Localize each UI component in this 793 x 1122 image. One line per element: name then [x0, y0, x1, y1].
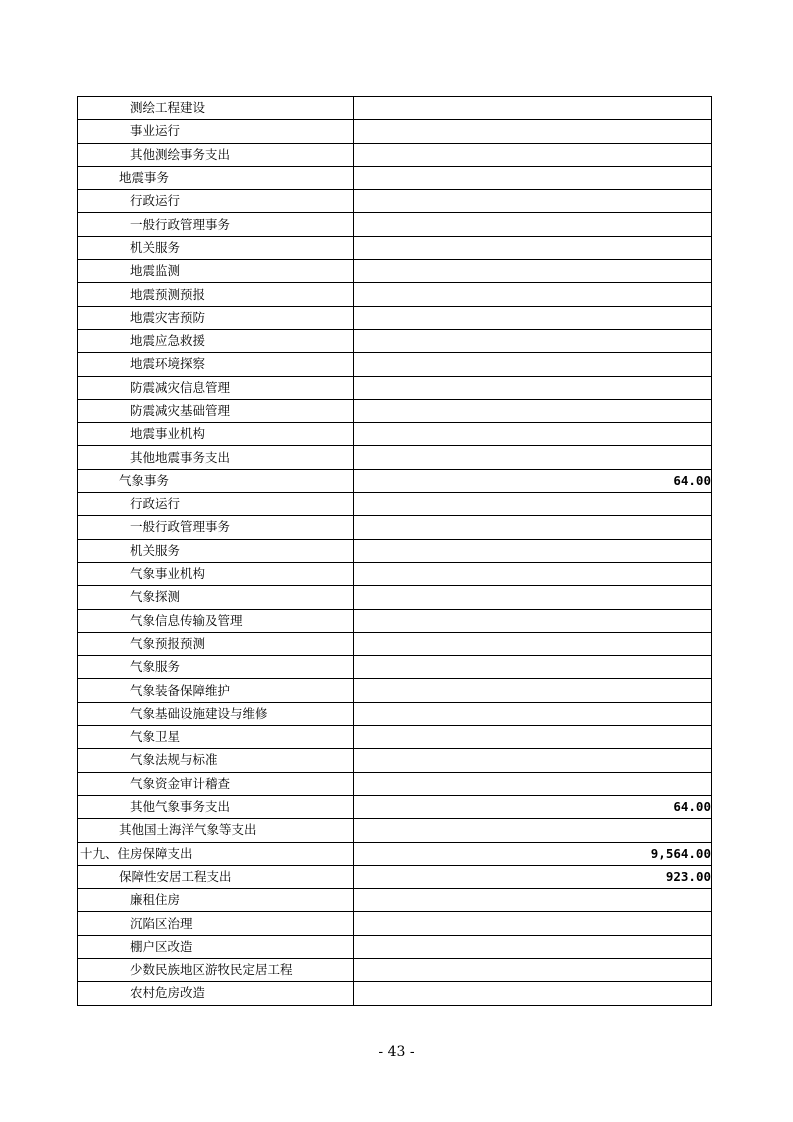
- row-amount: [354, 609, 712, 632]
- row-item-name: 气象卫星: [78, 726, 354, 749]
- row-item-name: 其他测绘事务支出: [78, 143, 354, 166]
- row-item-name: 气象装备保障维护: [78, 679, 354, 702]
- row-item-name: 气象信息传输及管理: [78, 609, 354, 632]
- table-row: [78, 982, 712, 1005]
- row-item-name: 一般行政管理事务: [78, 213, 354, 236]
- table-row: [78, 772, 712, 795]
- row-item-name: 气象服务: [78, 656, 354, 679]
- row-item-name: 地震预测预报: [78, 283, 354, 306]
- table-row: [78, 190, 712, 213]
- table-row: [78, 353, 712, 376]
- row-amount: [354, 446, 712, 469]
- row-amount: [354, 726, 712, 749]
- table-row: [78, 702, 712, 725]
- row-amount: [354, 958, 712, 981]
- row-item-name: 其他国土海洋气象等支出: [78, 819, 354, 842]
- table-row: [78, 749, 712, 772]
- row-item-name: 机关服务: [78, 236, 354, 259]
- table-row: [78, 632, 712, 655]
- row-amount: [354, 190, 712, 213]
- row-amount: [354, 889, 712, 912]
- table-row: [78, 609, 712, 632]
- row-amount: [354, 586, 712, 609]
- table-row: [78, 446, 712, 469]
- table-row: [78, 562, 712, 585]
- table-row: [78, 842, 712, 865]
- row-item-name: 行政运行: [78, 190, 354, 213]
- table-row: [78, 399, 712, 422]
- row-amount: [354, 306, 712, 329]
- table-row: [78, 143, 712, 166]
- row-item-name: 地震事业机构: [78, 423, 354, 446]
- row-amount: [354, 632, 712, 655]
- table-row: [78, 539, 712, 562]
- row-item-name: 地震环境探察: [78, 353, 354, 376]
- table-row: [78, 586, 712, 609]
- row-item-name: 廉租住房: [78, 889, 354, 912]
- row-item-name: 机关服务: [78, 539, 354, 562]
- row-item-name: 气象事业机构: [78, 562, 354, 585]
- row-amount: 64.00: [354, 469, 712, 492]
- row-item-name: 地震监测: [78, 260, 354, 283]
- row-amount: [354, 935, 712, 958]
- table-row: [78, 819, 712, 842]
- table-row: [78, 726, 712, 749]
- row-amount: [354, 213, 712, 236]
- row-amount: [354, 982, 712, 1005]
- row-item-name: 地震应急救援: [78, 329, 354, 352]
- table-row: [78, 97, 712, 120]
- table-row: [78, 865, 712, 888]
- table-row: [78, 260, 712, 283]
- row-item-name: 事业运行: [78, 120, 354, 143]
- row-item-name: 保障性安居工程支出: [78, 865, 354, 888]
- row-item-name: 其他地震事务支出: [78, 446, 354, 469]
- row-amount: [354, 353, 712, 376]
- row-item-name: 地震事务: [78, 166, 354, 189]
- row-amount: 923.00: [354, 865, 712, 888]
- row-item-name: 气象事务: [78, 469, 354, 492]
- row-item-name: 地震灾害预防: [78, 306, 354, 329]
- row-amount: [354, 143, 712, 166]
- row-amount: [354, 912, 712, 935]
- row-item-name: 一般行政管理事务: [78, 516, 354, 539]
- table-row: [78, 935, 712, 958]
- row-item-name: 行政运行: [78, 493, 354, 516]
- row-amount: [354, 493, 712, 516]
- row-item-name: 防震减灾信息管理: [78, 376, 354, 399]
- row-item-name: 气象基础设施建设与维修: [78, 702, 354, 725]
- row-item-name: 棚户区改造: [78, 935, 354, 958]
- row-amount: [354, 679, 712, 702]
- row-amount: [354, 236, 712, 259]
- table-row: [78, 656, 712, 679]
- row-amount: [354, 539, 712, 562]
- table-row: [78, 679, 712, 702]
- row-amount: [354, 260, 712, 283]
- row-item-name: 气象法规与标准: [78, 749, 354, 772]
- table-row: [78, 516, 712, 539]
- row-amount: 64.00: [354, 795, 712, 818]
- table-row: [78, 889, 712, 912]
- row-amount: [354, 562, 712, 585]
- row-item-name: 十九、住房保障支出: [78, 842, 354, 865]
- row-item-name: 农村危房改造: [78, 982, 354, 1005]
- row-amount: [354, 166, 712, 189]
- row-amount: [354, 702, 712, 725]
- row-amount: 9,564.00: [354, 842, 712, 865]
- row-amount: [354, 423, 712, 446]
- row-amount: [354, 749, 712, 772]
- table-row: [78, 958, 712, 981]
- table-row: [78, 469, 712, 492]
- budget-table-body: [78, 97, 712, 1006]
- row-item-name: 气象探测: [78, 586, 354, 609]
- row-amount: [354, 819, 712, 842]
- table-row: [78, 306, 712, 329]
- table-row: [78, 423, 712, 446]
- row-item-name: 其他气象事务支出: [78, 795, 354, 818]
- table-row: [78, 236, 712, 259]
- table-row: [78, 120, 712, 143]
- row-item-name: 少数民族地区游牧民定居工程: [78, 958, 354, 981]
- table-row: [78, 493, 712, 516]
- row-amount: [354, 656, 712, 679]
- table-row: [78, 329, 712, 352]
- row-item-name: 沉陷区治理: [78, 912, 354, 935]
- row-amount: [354, 283, 712, 306]
- row-amount: [354, 772, 712, 795]
- row-item-name: 测绘工程建设: [78, 97, 354, 120]
- table-row: [78, 283, 712, 306]
- budget-table: [77, 96, 712, 1006]
- row-amount: [354, 516, 712, 539]
- table-row: [78, 795, 712, 818]
- table-row: [78, 166, 712, 189]
- row-amount: [354, 399, 712, 422]
- row-amount: [354, 329, 712, 352]
- table-row: [78, 376, 712, 399]
- row-item-name: 气象预报预测: [78, 632, 354, 655]
- row-amount: [354, 97, 712, 120]
- page-number: - 43 -: [378, 1044, 415, 1060]
- row-amount: [354, 120, 712, 143]
- row-amount: [354, 376, 712, 399]
- table-row: [78, 213, 712, 236]
- table-row: [78, 912, 712, 935]
- row-item-name: 防震减灾基础管理: [78, 399, 354, 422]
- row-item-name: 气象资金审计稽查: [78, 772, 354, 795]
